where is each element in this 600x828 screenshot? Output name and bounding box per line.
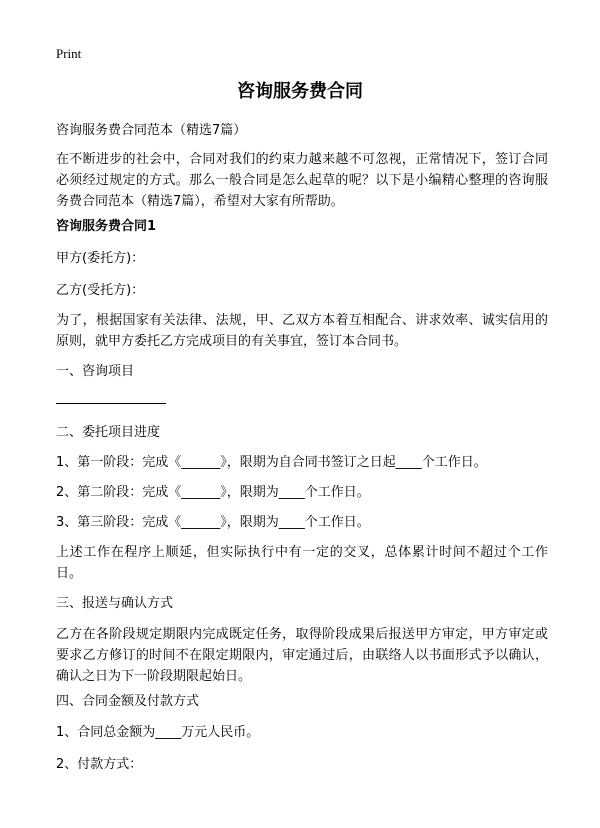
schedule-note: 上述工作在程序上顺延，但实际执行中有一定的交叉，总体累计时间不超过个工作日。 [56, 545, 548, 581]
print-link[interactable]: Print [56, 46, 82, 61]
section-consulting-project: 一、咨询项目 [56, 364, 135, 379]
page-title: 咨询服务费合同 [237, 81, 363, 102]
party-a-line: 甲方(委托方)： [56, 251, 145, 266]
document-subtitle: 咨询服务费合同范本（精选7篇） [56, 123, 247, 138]
section-schedule: 二、委托项目进度 [56, 425, 161, 440]
stage-1-line: 1、第一阶段：完成《______》，限期为自合同书签订之日起____个工作日。 [56, 455, 487, 470]
confirmation-paragraph: 乙方在各阶段规定期限内完成既定任务，取得阶段成果后报送甲方审定，甲方审定或要求乙方修订的时间不在限定期限内，审定通过后，由联络人以书面形式予以确认，确认之日为下一阶段期限起始日。 [56, 627, 548, 684]
purpose-paragraph: 为了，根据国家有关法律、法规，甲、乙双方本着互相配合、讲求效率、诚实信用的原则，就甲方委托乙方完成项目的有关事宜，签订本合同书。 [56, 313, 548, 349]
section-submission: 三、报送与确认方式 [56, 596, 174, 611]
intro-paragraph: 在不断进步的社会中，合同对我们的约束力越来越不可忽视，正常情况下，签订合同必须经过规定的方式。那么一般合同是怎么起草的呢？以下是小编精心整理的咨询服务费合同范本（精选7篇），希望对大家有所帮助。 [56, 152, 548, 209]
contract-amount-line: 1、合同总金额为____万元人民币。 [56, 725, 260, 740]
contract-heading: 咨询服务费合同1 [56, 219, 157, 234]
section-amount-payment: 四、合同金额及付款方式 [56, 694, 200, 709]
payment-method-line: 2、付款方式： [56, 757, 143, 772]
stage-3-line: 3、第三阶段：完成《______》，限期为____个工作日。 [56, 515, 370, 530]
project-name-blank [56, 403, 166, 404]
party-b-line: 乙方(受托方)： [56, 283, 145, 298]
stage-2-line: 2、第二阶段：完成《______》，限期为____个工作日。 [56, 485, 370, 500]
